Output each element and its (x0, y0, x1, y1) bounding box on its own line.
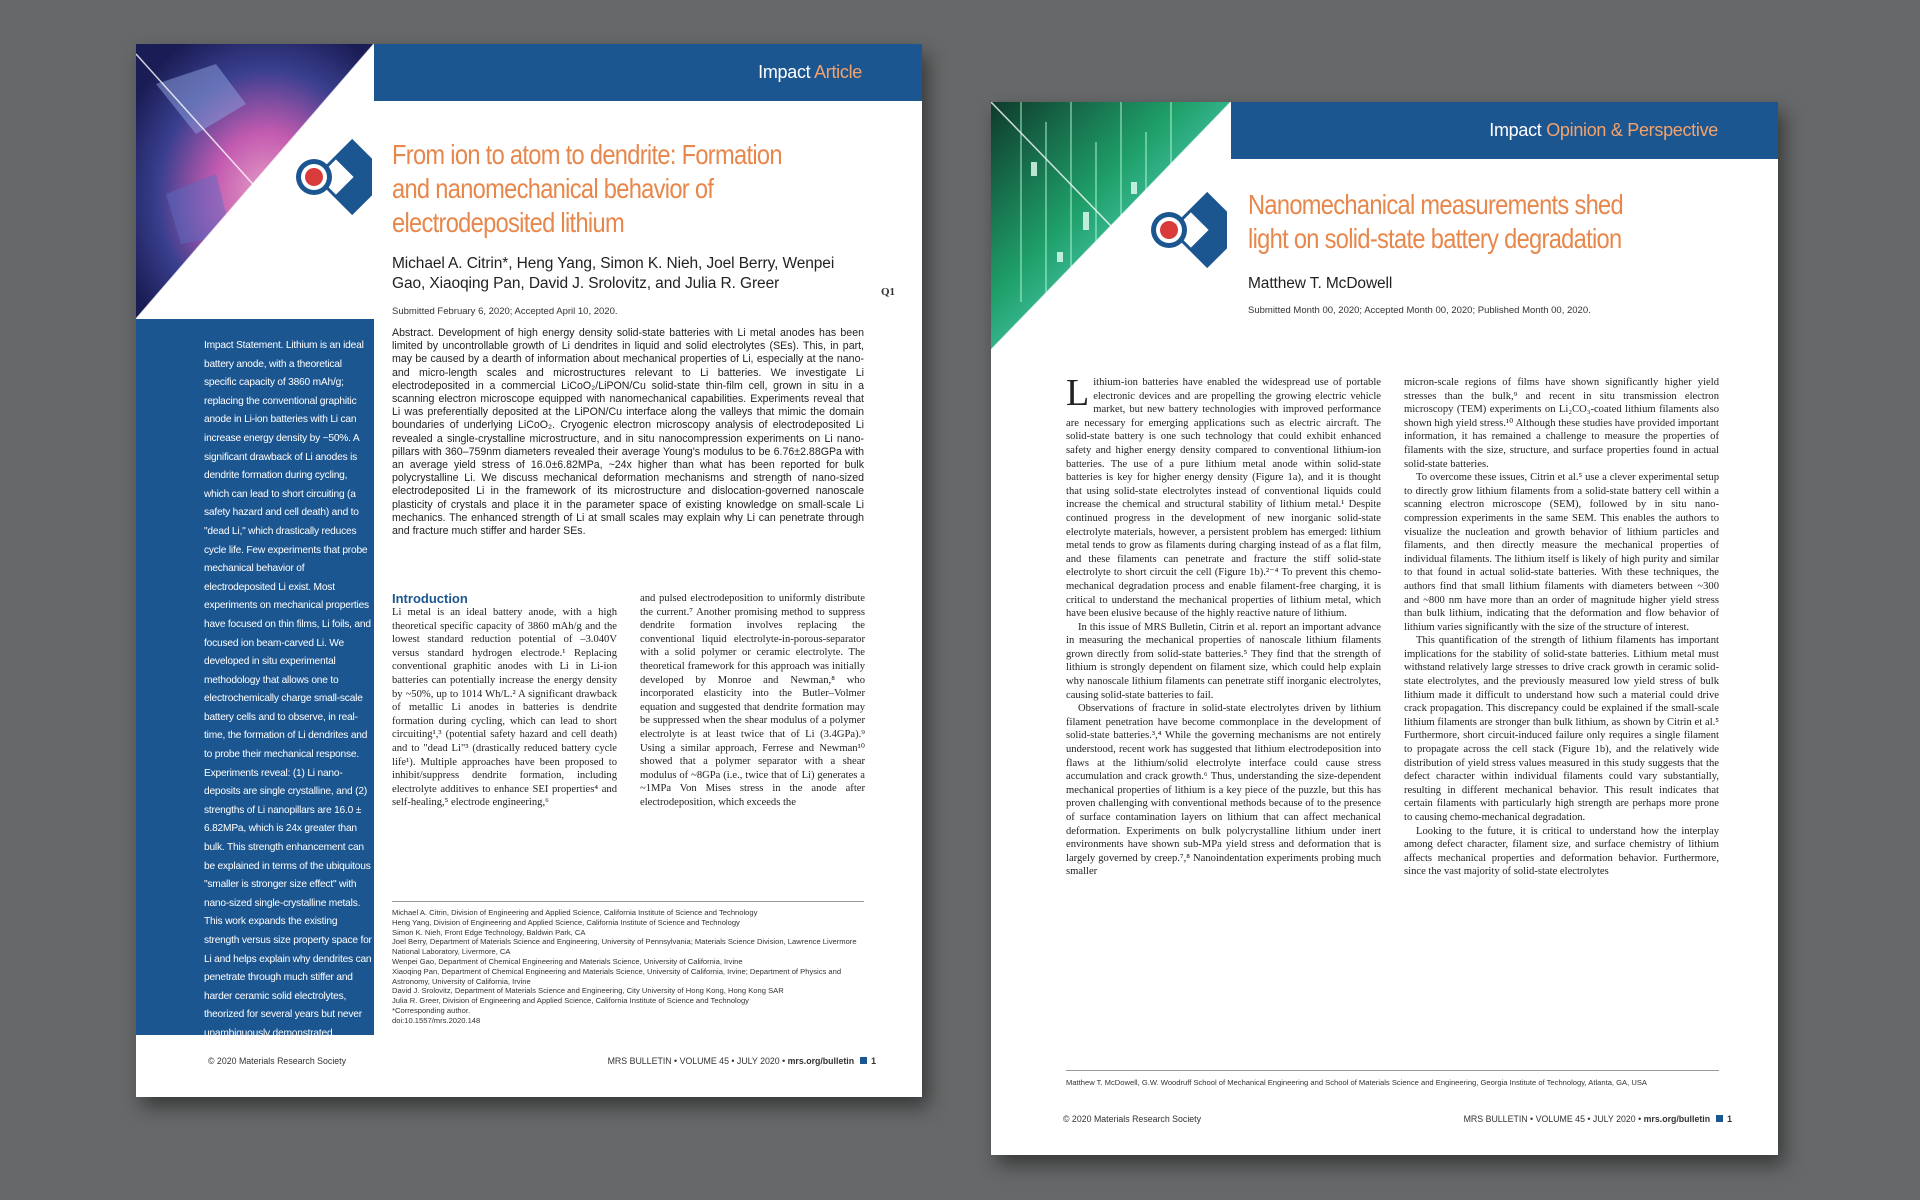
affiliation-line: Joel Berry, Department of Materials Science and Engineering, University of Pennsylvania; Materials Science Division, Lawrence Livermore National Laboratory, Livermore, CA (392, 937, 857, 957)
introduction-heading: Introduction (392, 591, 468, 606)
affiliation-line: Simon K. Nieh, Front Edge Technology, Baldwin Park, CA (392, 927, 586, 937)
affiliation-line: Wenpei Gao, Department of Chemical Engineering and Materials Science, University of California, Irvine (392, 956, 743, 966)
submission-dates: Submitted Month 00, 2020; Accepted Month 00, 2020; Published Month 00, 2020. (1248, 305, 1591, 316)
body-column-2 (1404, 376, 1719, 879)
mrs-logo-icon (1111, 172, 1227, 293)
author-name: Matthew T. McDowell (1248, 275, 1393, 292)
journal-footer (608, 1056, 876, 1066)
section-label (758, 62, 862, 83)
footer-square-icon (860, 1057, 867, 1064)
section-brand: Impact (758, 62, 811, 82)
copyright: © 2020 Materials Research Society (208, 1056, 347, 1066)
intro-column-1: Li metal is an ideal battery anode, with a high theoretical specific capacity of 3860 mAh/g and the lowest standard reduction potential of –3.040V versus standard hydrogen electrode.¹ Replacing conventional graphitic anodes with Li in Li-ion batteries can potentially increase the energy density by ~50%, up to 1014 Wh/L.² A significant drawback of metallic Li anodes in batteries is dendrite formation during cycling, which can lead to short circuiting¹,³ (potential safety hazard and cell death) and to "dead Li"³ (drastically reduced battery cycle life¹). Multiple approaches have been proposed to inhibit/suppress dendrite formation, including electrolyte additives to enhance SEI properties⁴ and self-healing,⁵ electrode engineering,⁶ (392, 607, 617, 809)
body-paragraph: Observations of fracture in solid-state electrolytes driven by lithium filament penetration have become commonplace in the development of solid-state batteries.³,⁴ While the governing mechanisms are not entirely understood, recent work has suggested that lithium electrodeposition into flaws at the lithium/solid electrolyte interface could cause stress accumulation and crack growth.⁶ Thus, understanding the size-dependent mechanical properties of lithium is a key piece of the puzzle, but this has proven challenging with conventional methods because of to the presence of surface contamination layers on lithium that can affect mechanical deformation. Experiments on bulk polycrystalline lithium under inert environments have shown sub-MPa yield stress and deformation that is largely governed by creep.⁷,⁸ Nanoindentation experiments probing much smaller (1066, 703, 1381, 878)
body-column-1 (1066, 372, 1381, 879)
section-kind: Article (814, 62, 862, 82)
body-paragraph: In this issue of MRS Bulletin, Citrin et al. report an important advance in measuring the mechanical properties of nanoscale lithium filaments grown directly from solid-state batteries.⁵ They find that the strength of lithium is strongly dependent on filament size, which could help explain why nanoscale lithium filaments can penetrate stiff inorganic electrolytes, causing solid-state batteries to fail. (1066, 621, 1381, 701)
page-number: 1 (1727, 1114, 1732, 1124)
drop-cap: L (1066, 372, 1090, 414)
affiliation-line: Michael A. Citrin, Division of Engineering and Applied Science, California Institute of Science and Technology (392, 908, 758, 917)
affiliation-line: Julia R. Greer, Division of Engineering and Applied Science, California Institute of Science and Technology (392, 996, 749, 1006)
journal-footer (1464, 1114, 1732, 1124)
affiliation-line: Heng Yang, Division of Engineering and Applied Science, California Institute of Science and Technology (392, 917, 740, 927)
body-paragraph: To overcome these issues, Citrin et al.⁵ use a clever experimental setup to directly grow lithium filaments from a solid-state battery cell within a scanning electron microscope (SEM), followed by in situ nano-compression experiments in the same SEM. This enables the authors to visualize the nucleation and growth behavior of lithium particles and filaments, and then directly measure the mechanical properties of individual filaments. The lithium itself is likely of high purity and similar to that found in actual solid-state batteries. With these techniques, the authors find that small lithium filaments with diameters between ~300 and ~800 nm have more than an order of magnitude higher yield stress than bulk lithium, indicating that the deformation and flow behavior of lithium varies significantly with the size of the structure of interest. (1404, 472, 1719, 633)
page-number: 1 (871, 1056, 876, 1066)
submission-dates: Submitted February 6, 2020; Accepted April 10, 2020. (392, 306, 618, 317)
abstract-text: Abstract. Development of high energy density solid-state batteries with Li metal anodes has been limited by uncontrollable growth of Li dendrites in liquid and solid electrolytes (SEs). This, in part, may be caused by a dearth of information about mechanical properties of Li, especially at the nano- and micro-length scales and microstructures relevant to Li batteries. We investigate Li electrodeposited in a commercial LiCoO₂/LiPON/Cu solid-state thin-film cell, grown in situ in a scanning electron microscope equipped with nanomechanical capabilities. Experiments reveal that Li was preferentially deposited at the LiPON/Cu interface along the valleys that mimic the domain boundaries of underlying LiCoO₂. Cryogenic electron microscopy analysis of electrodeposited Li revealed a single-crystalline microstructure, and in situ nanocompression experiments on Li nano-pillars with 360–759nm diameters revealed their average Young's modulus to be 6.76±2.88GPa with an average yield stress of 16.0±6.82MPa, ~24x higher than what has been reported for bulk polycrystalline Li. We discuss mechanical deformation mechanisms and strength of nano-sized electrodeposited Li in the framework of its microstructure and dislocation-governed nanoscale plasticity of crystals and place it in the parameter space of existing knowledge on small-scale Li mechanics. The enhanced strength of Li at small scales may explain why Li can penetrate through and fracture much stiffer and harder SEs. (392, 327, 864, 538)
footer-square-icon (1716, 1115, 1723, 1122)
author-affiliation: Matthew T. McDowell, G.W. Woodruff School of Mechanical Engineering and School of Materials Science and Engineering, Georgia Institute of Technology, Atlanta, GA, USA (1066, 1078, 1647, 1087)
journal-url[interactable]: mrs.org/bulletin (1643, 1114, 1711, 1124)
journal-url[interactable]: mrs.org/bulletin (787, 1056, 855, 1066)
affiliation-rule (392, 901, 864, 902)
body-paragraph: Looking to the future, it is critical to understand how the interplay among defect character, filament size, and surface chemistry of lithium affects mechanical properties and deformation behavior. Furthermore, since the vast majority of solid-state electrolytes (1404, 825, 1719, 878)
mrs-logo-icon (256, 119, 372, 240)
section-kind: Opinion & Perspective (1546, 120, 1718, 140)
copyright: © 2020 Materials Research Society (1063, 1114, 1202, 1124)
body-paragraph: micron-scale regions of films have shown significantly higher yield stresses than the bulk,⁹ and recent in situ transmission electron microscopy (TEM) experiments on Li₂CO₃-coated lithium filaments also shown high yield stress.¹⁰ Although these studies have provided important information, it has remained a challenge to measure the properties of filaments with the size, structure, and surface properties found in actual solid-state batteries. (1404, 377, 1719, 470)
journal-issue: MRS BULLETIN • VOLUME 45 • JULY 2020 • (607, 1056, 788, 1066)
article-page-mcdowell (991, 102, 1778, 1155)
section-label (1489, 120, 1718, 141)
journal-issue: MRS BULLETIN • VOLUME 45 • JULY 2020 • (1463, 1114, 1644, 1124)
body-paragraph (1066, 372, 1381, 621)
body-paragraph: This quantification of the strength of lithium filaments has important implications for the stability of solid-state batteries. Lithium metal must withstand relatively large stresses to drive crack growth in ceramic solid-state electrolytes, and the previously measured low yield stress of bulk lithium made it difficult to understand how such a material could drive crack propagation. This discrepancy could be explained if the small-scale lithium filaments are stronger than bulk lithium, as shown by Citrin et al.⁵ Furthermore, short circuit-induced failure only requires a single filament to propagate across the cell stack (Figure 1b), and the relatively wide distribution of yield stress values measured in this study suggests that the defect character within individual filaments could vary substantially, resulting in different mechanical behavior. This result indicates that certain filaments with particularly high strength are perhaps more prone to causing chemo-mechanical degradation. (1404, 635, 1719, 823)
intro-column-2: and pulsed electrodeposition to uniformly distribute the current.⁷ Another promising method to suppress dendrite formation involves replacing the conventional liquid electrolyte-in-porous-separator with a solid polymer or ceramic electrolyte. The theoretical framework for this approach was initially developed by Monroe and Newman,⁸ who incorporated elasticity into the Butler–Volmer equation and suggested that dendrite formation may be suppressed when the shear modulus of a polymer electrolyte is at least twice that of Li (3.4GPa).⁹ Using a similar approach, Ferrese and Newman¹⁰ showed that a polymer separator with a shear modulus of ~8GPa (i.e., twice that of Li) generates a ~1MPa Von Mises stress in the anode after electrodeposition, which exceeds the (640, 593, 865, 808)
section-brand: Impact (1489, 120, 1542, 140)
affiliation-line: David J. Srolovitz, Department of Materials Science and Engineering, City University of Hong Kong, Hong Kong SAR (392, 986, 784, 996)
article-title: Nanomechanical measurements shed light on solid-state battery degradation (1248, 189, 1624, 254)
affiliation-line: Xiaoqing Pan, Department of Chemical Engineering and Materials Science, University of California, Irvine; Department of Physics and Astronomy, University of California, Irvine (392, 966, 842, 986)
impact-statement-text: Impact Statement. Lithium is an ideal battery anode, with a theoretical specific capacity of 3860 mAh/g; replacing the conventional graphitic anode in Li-ion batteries with Li can increase energy density by ~50%. A significant drawback of Li anodes is dendrite formation during cycling, which can lead to short circuiting (a safety hazard and cell death) and to "dead Li," which drastically reduces cycle life. Few experiments that probe mechanical behavior of electrodeposited Li exist. Most experiments on mechanical properties have focused on thin films, Li foils, and focused ion beam-carved Li. We developed in situ experimental methodology that allows one to electrochemically charge small-scale battery cells and to observe, in real-time, the formation of Li dendrites and to probe their mechanical response. Experiments reveal: (1) Li nano-deposits are single crystalline, and (2) strengths of Li nanopillars are 16.0 ± 6.82MPa, which is 24x greater than bulk. This strength enhancement can be explained in terms of the ubiquitous "smaller is stronger size effect" with nano-sized single-crystalline metals. This work expands the existing strength versus size property space for Li and helps explain why dendrites can penetrate through much stiffer and harder ceramic solid electrolytes, theorized for several years but never unambiguously demonstrated. (204, 340, 372, 1039)
author-list: Michael A. Citrin*, Heng Yang, Simon K. Nieh, Joel Berry, Wenpei Gao, Xiaoqing Pan, David J. Srolovitz, and Julia R. Greer (392, 255, 835, 292)
article-page-citrin (136, 44, 922, 1097)
affiliation-line: *Corresponding author. (392, 1005, 471, 1015)
article-title: From ion to atom to dendrite: Formation and nanomechanical behavior of electrodeposited lithium (392, 139, 782, 238)
paragraph-text: ithium-ion batteries have enabled the widespread use of portable electronic devices and are propelling the growing electric vehicle market, but new battery technologies with improved performance are necessary for emerging applications such as electric aircraft. The solid-state battery is one such technology that could exhibit enhanced safety and higher energy density compared to conventional lithium-ion batteries. The use of a pure lithium metal anode within solid-state batteries is key for higher energy density (Figure 1a), and it is thought that using solid-state electrolytes instead of conventional liquids could increase the chemical and structural stability of lithium metal.¹ Despite continued progress in the development of new inorganic solid-state electrolyte materials, however, a persistent problem has emerged: lithium metal tends to grow as filaments during charging instead of as a flat film, and these filaments can penetrate and fracture the stiff solid-state electrolyte to short circuit the cell (Figure 1b).²⁻⁴ To prevent this chemo-mechanical degradation process and enable filament-free charging, it is critical to understand the mechanical properties of lithium metal, which have been elusive because of the highly reactive nature of lithium. (1066, 377, 1381, 620)
affiliation-line: doi:10.1557/mrs.2020.148 (392, 1015, 481, 1025)
affiliation-list (392, 908, 864, 1026)
query-marker: Q1 (881, 286, 896, 298)
affiliation-rule (1066, 1070, 1719, 1071)
